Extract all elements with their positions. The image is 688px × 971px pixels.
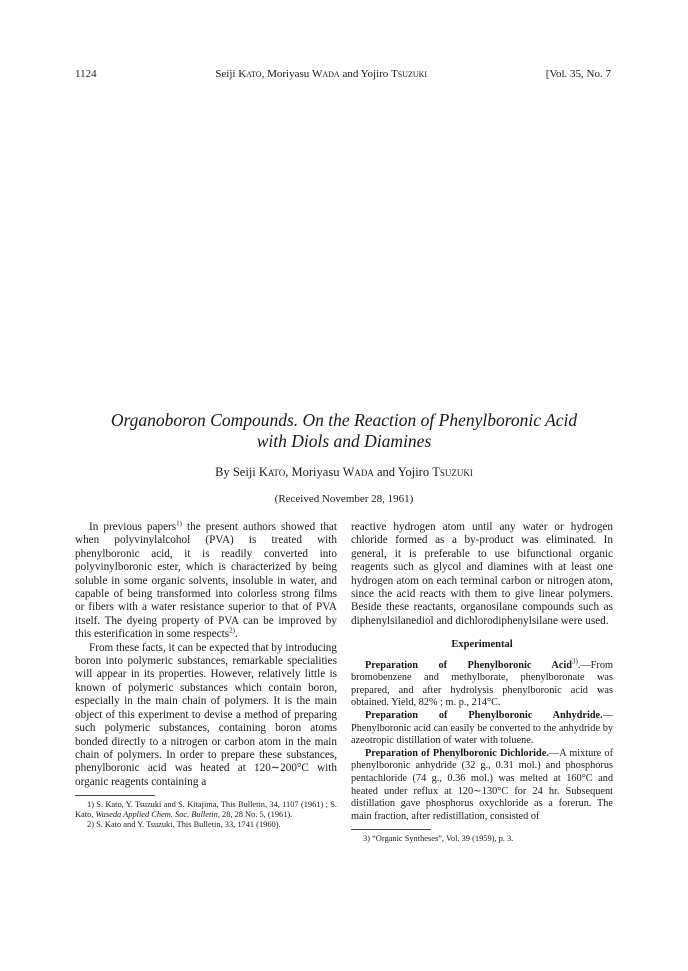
footnotes-left <box>75 800 337 830</box>
paragraph-objective: From these facts, it can be expected that by introducing boron into polymeric substances, remarkable specialities will appear in its properties. However, relatively little is known of polymeric substances which contain boron, especially in the main chain of polymers. It is the main object of this experiment to devise a method of preparing such polymeric substances, containing boron atoms bonded directly to a nitrogen or carbon atom in the main chain of polymers. In order to prepare these substances, phenylboronic acid was heated at 120∼200°C with organic reagents containing a <box>75 641 337 788</box>
article-title <box>60 410 628 452</box>
right-column <box>351 521 613 844</box>
section-heading-experimental: Experimental <box>451 639 513 651</box>
footnote-rule <box>351 829 431 830</box>
title-line-2: with Diols and Diamines <box>256 431 432 451</box>
title-line-1: Organoboron Compounds. On the Reaction of Phenylboronic Acid <box>110 410 578 430</box>
footnote-1: 1) S. Kato, Y. Tsuzuki and S. Kitajima, This Bulletin, 34, 1107 (1961) ; S. Kato, Waseda Applied Chem. Soc. Bulletin, 28, 28 No. 5, (1961). <box>75 800 337 820</box>
page-number: 1124 <box>75 68 97 80</box>
running-head <box>75 68 611 80</box>
byline: By Seiji Kato, Moriyasu Wada and Yojiro Tsuzuki <box>215 465 473 479</box>
volume-info: [Vol. 35, No. 7 <box>545 68 611 80</box>
footnote-3: 3) “Organic Syntheses”, Vol. 39 (1959), p. 3. <box>363 834 514 844</box>
footnote-2: 2) S. Kato and Y. Tsuzuki, This Bulletin, 33, 1741 (1960). <box>87 820 281 830</box>
footnotes-right <box>351 834 613 844</box>
experimental-dichloride: Preparation of Phenylboronic Dichloride.—A mixture of phenylboronic anhydride (32 g., 0.31 mol.) and phosphorus pentachloride (74 g., 0.36 mol.) was melted at 160°C and heated under reflux at 120∼130°C for 24 hr. Subsequent distillation gave phosphorus oxychloride as a forerun. The main fraction, after redistillation, consisted of <box>351 747 613 822</box>
experimental-anhydride: Preparation of Phenylboronic Anhydride.—Phenylboronic acid can easily be converted to the anhydride by azeotropic distillation of water with toluene. <box>351 710 613 747</box>
running-authors: Seiji Kato, Moriyasu Wada and Yojiro Tsuzuki <box>215 68 428 80</box>
paragraph-intro: In previous papers$^{1)}$ the present authors showed that when polyvinylalcohol (PVA) is treated with phenylboronic acid, it is readily converted into polyvinylboronic ester, which is characterized by being soluble in some organic solvents, insoluble in water, and capable of being transformed into colorless strong films or fibers with a water resistance superior to that of PVA itself. The dyeing property of PVA can be improved by this esterification in some respects$^{2)}$. <box>75 519 337 641</box>
paragraph-reactants: reactive hydrogen atom until any water or hydrogen chloride formed as a by-product was eliminated. In general, it is preferable to use bifunctional organic reagents such as glycol and diamines with at least one hydrogen atom on each terminal carbon or nitrogen atom, since the acid reacts with them to give linear polymers. Beside these reactants, organosilane compounds such as diphenylsilanediol and dichlorodiphenylsilane were used. <box>351 521 613 627</box>
experimental-acid: Preparation of Phenylboronic Acid$^{3)}$.—From bromobenzene and methylborate, phenylboronate was prepared, and after hydrolysis phenylboronic acid was obtained. Yield, 82% ; m. p., 214°C. <box>351 657 613 709</box>
footnote-rule <box>75 795 155 796</box>
left-column <box>75 521 337 830</box>
received-date: (Received November 28, 1961) <box>274 493 414 505</box>
